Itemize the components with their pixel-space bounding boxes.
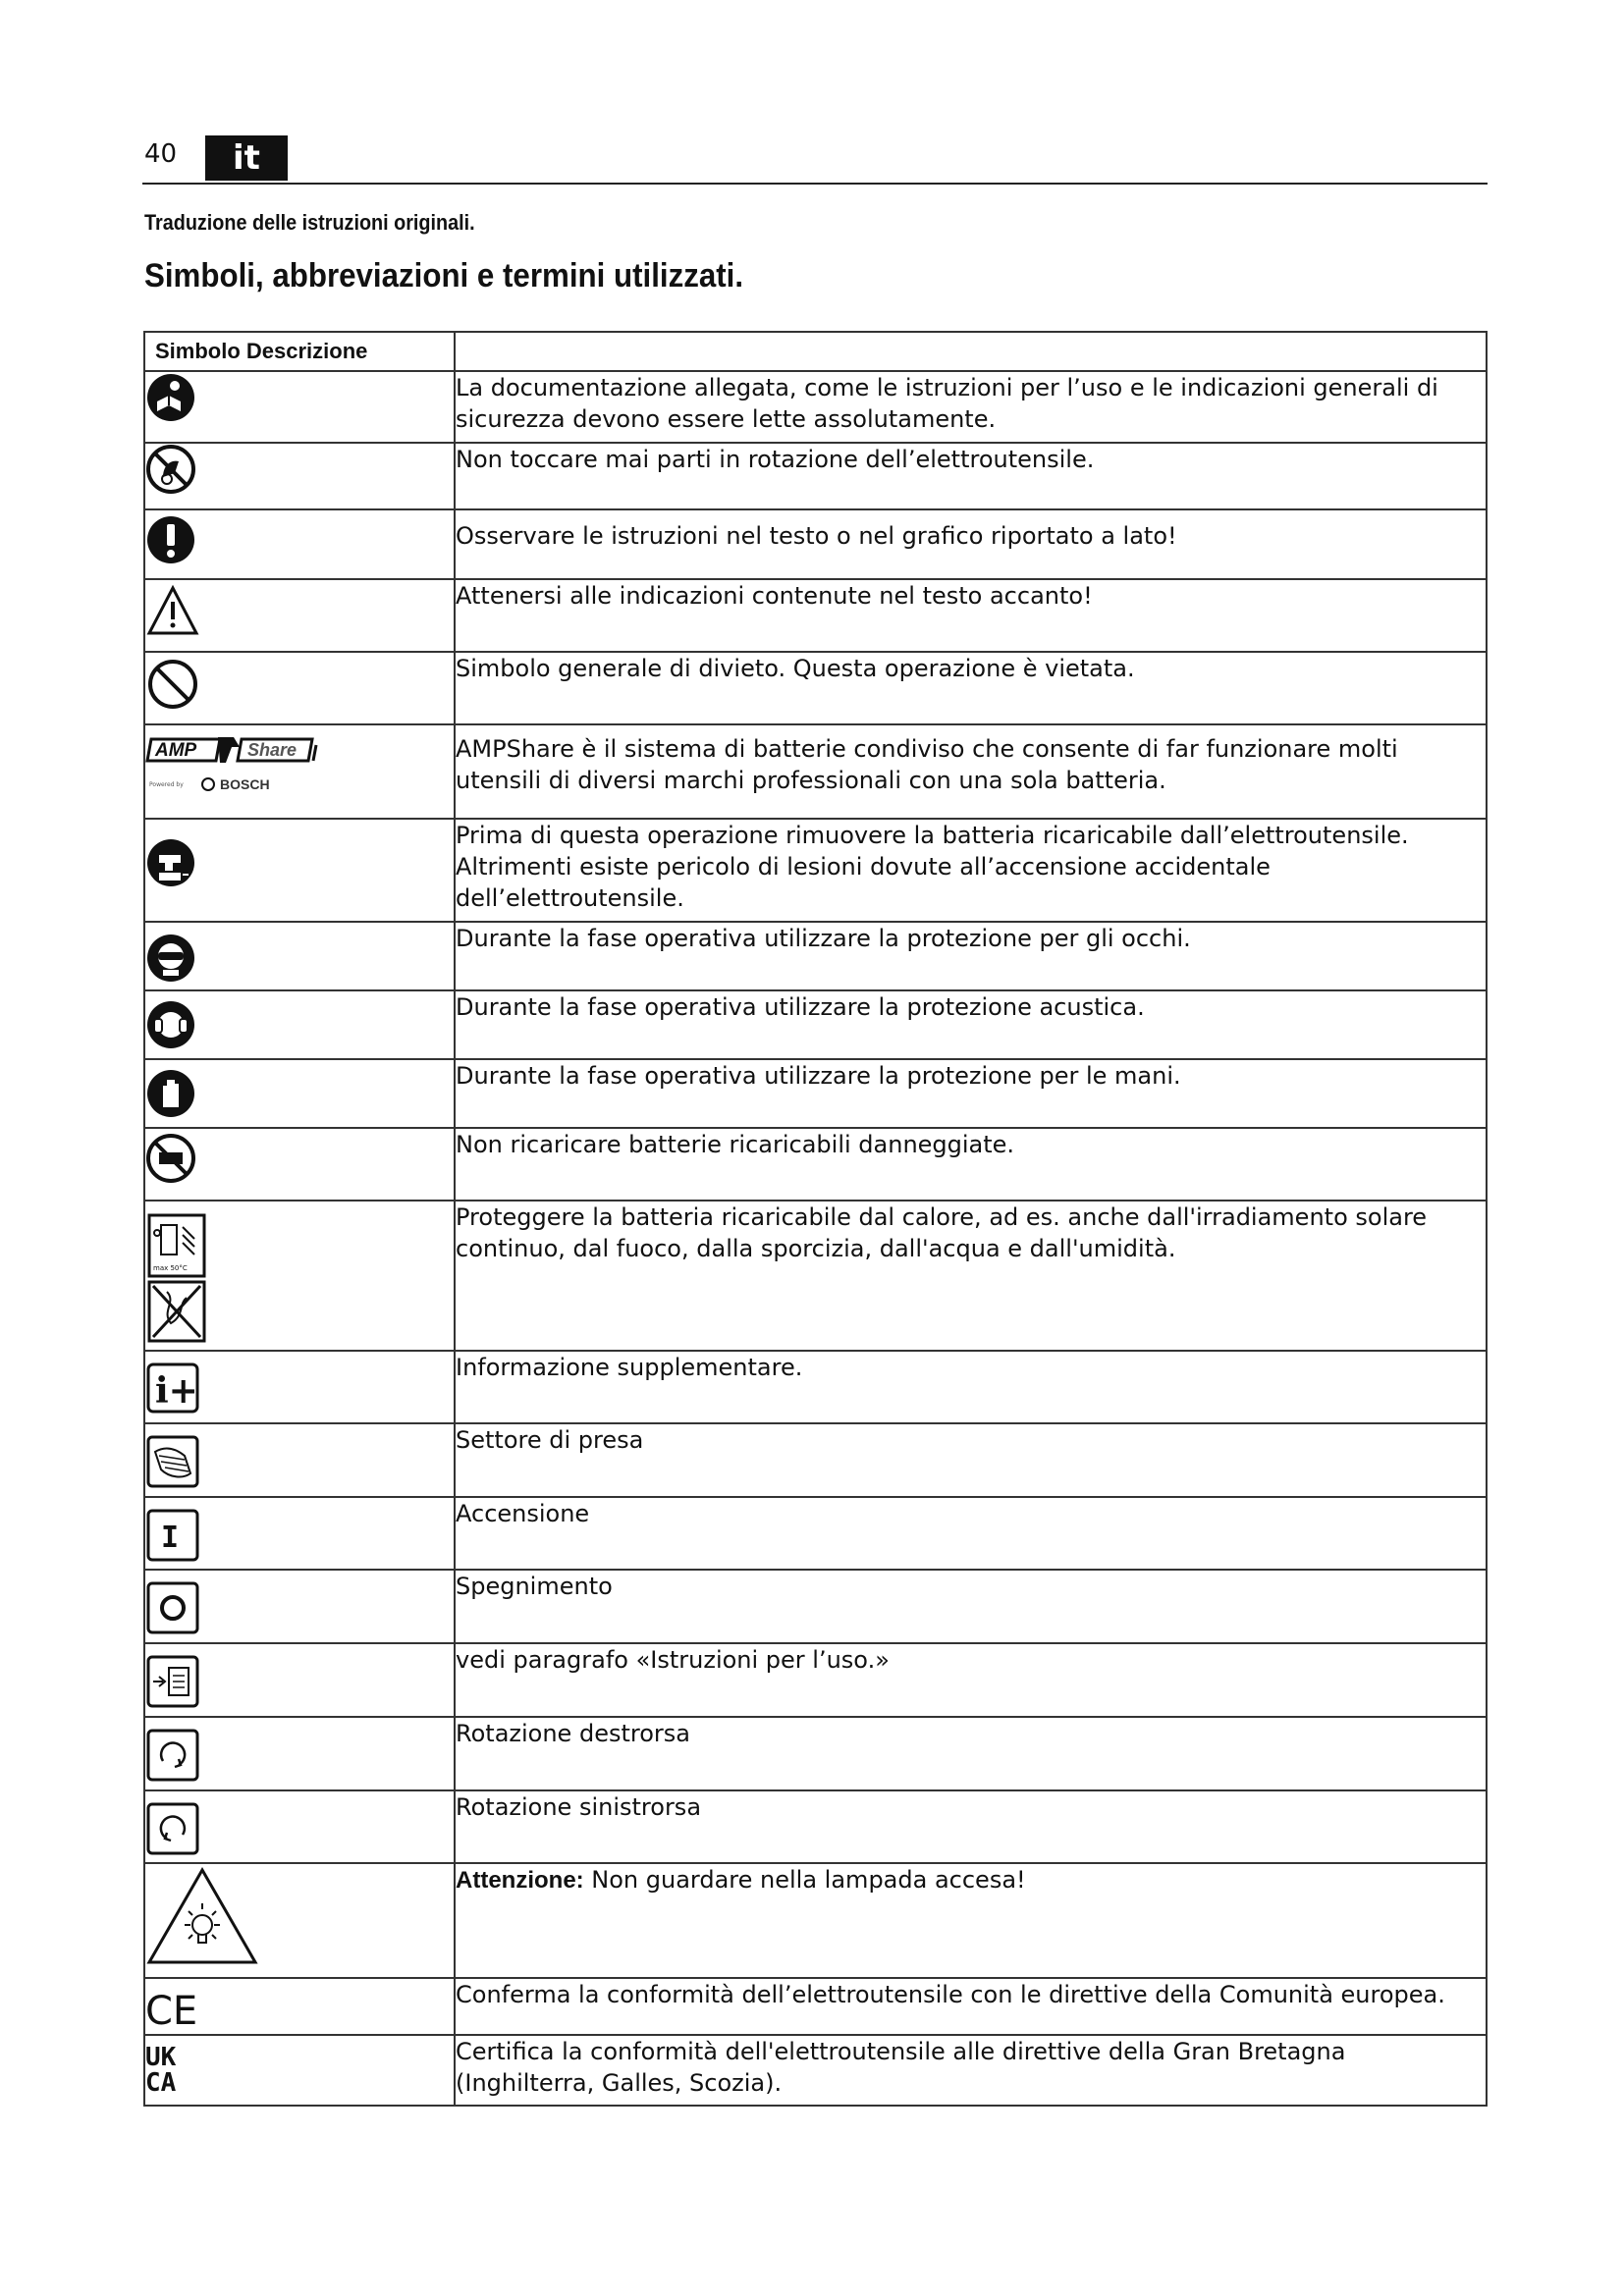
ukca-mark-icon: [145, 2040, 454, 2097]
table-cell-description: AMPShare è il sistema di batterie condiviso che consente di far funzionare molti utensili di diversi marchi professionali con una sola batteria.: [455, 724, 1487, 819]
no-charge-damaged-battery-icon: [145, 1129, 454, 1184]
remove-battery-icon: [145, 837, 454, 888]
table-row: [144, 819, 1487, 922]
attention-text: Non guardare nella lampada accesa!: [583, 1866, 1026, 1894]
protect-battery-heat-icon: [145, 1213, 454, 1343]
page-header: [142, 135, 1488, 185]
table-cell-description: Certifica la conformità dell'elettroutensile alle direttive della Gran Bretagna (Inghilterra, Galles, Scozia).: [455, 2035, 1487, 2106]
mandatory-exclamation-icon: [145, 510, 454, 565]
table-cell-description: Conferma la conformità dell’elettroutensile con le direttive della Comunità europea.: [455, 1978, 1487, 2035]
ce-mark-icon: [145, 1987, 454, 2030]
ampshare-powered-by: Powered by: [149, 781, 184, 788]
language-tab: it: [205, 135, 288, 181]
table-row: [144, 2035, 1487, 2106]
table-row: [144, 1059, 1487, 1128]
table-row: [144, 724, 1487, 819]
table-cell-description: Simbolo generale di divieto. Questa operazione è vietata.: [455, 652, 1487, 724]
see-manual-icon: [145, 1654, 454, 1709]
ear-protection-icon: [145, 999, 454, 1050]
document-subtitle: Traduzione delle istruzioni originali.: [144, 210, 475, 235]
uk-text: UK: [145, 2043, 177, 2072]
table-row: [144, 509, 1487, 579]
table-row: [144, 1978, 1487, 2035]
table-row: [144, 1643, 1487, 1717]
table-row: [144, 1423, 1487, 1497]
table-row: [144, 371, 1487, 443]
ampshare-amp-text: AMP: [155, 740, 197, 761]
page-number: 40: [144, 139, 178, 169]
hand-protection-icon: [145, 1068, 454, 1119]
table-cell-description: Rotazione destrorsa: [455, 1717, 1487, 1790]
column-header: Simbolo Descrizione: [144, 332, 455, 371]
table-row: [144, 652, 1487, 724]
symbols-table: [143, 331, 1488, 2107]
additional-info-icon: [145, 1362, 454, 1415]
table-cell-description: Durante la fase operativa utilizzare la protezione acustica.: [455, 990, 1487, 1059]
heat-limit-label: max 50°C: [153, 1264, 188, 1272]
table-cell-description: Spegnimento: [455, 1570, 1487, 1643]
ca-text: CA: [145, 2068, 177, 2097]
table-row: [144, 1201, 1487, 1351]
eye-protection-icon: [145, 933, 454, 984]
table-row: [144, 990, 1487, 1059]
table-cell-description: Proteggere la batteria ricaricabile dal calore, ad es. anche dall'irradiamento solare continuo, dal fuoco, dalla sporcizia, dall'acqua e dall'umidità.: [455, 1201, 1487, 1351]
table-cell-description: Durante la fase operativa utilizzare la protezione per le mani.: [455, 1059, 1487, 1128]
warning-triangle-icon: [145, 580, 454, 637]
ampshare-logo-icon: [145, 725, 454, 804]
table-cell-description: Durante la fase operativa utilizzare la protezione per gli occhi.: [455, 922, 1487, 990]
read-manual-icon: [145, 372, 454, 423]
ampshare-brand: BOSCH: [220, 776, 270, 792]
attention-label: Attenzione:: [456, 1867, 584, 1894]
switch-on-icon: [145, 1508, 454, 1563]
table-row: [144, 922, 1487, 990]
table-cell-description: Non ricaricare batterie ricaricabili danneggiate.: [455, 1128, 1487, 1201]
table-cell-description: [455, 1863, 1487, 1978]
table-row: [144, 579, 1487, 652]
table-row: [144, 1790, 1487, 1863]
table-row: [144, 443, 1487, 509]
table-cell-description: Settore di presa: [455, 1423, 1487, 1497]
table-row: [144, 1128, 1487, 1201]
grip-area-icon: [145, 1434, 454, 1489]
table-cell-description: Prima di questa operazione rimuovere la batteria ricaricabile dall’elettroutensile. Altrimenti esiste pericolo di lesioni dovute all’accensione accidentale dell’elettroutensile.: [455, 819, 1487, 922]
table-cell-description: Attenersi alle indicazioni contenute nel testo accanto!: [455, 579, 1487, 652]
rotation-left-icon: [145, 1801, 454, 1856]
table-row: [144, 1570, 1487, 1643]
table-row: [144, 1351, 1487, 1423]
table-header-row: [144, 332, 1487, 371]
prohibition-icon: [145, 653, 454, 710]
column-header-empty: [455, 332, 1487, 371]
info-glyph: i+: [155, 1370, 198, 1412]
table-cell-description: vedi paragrafo «Istruzioni per l’uso.»: [455, 1643, 1487, 1717]
table-row: [144, 1717, 1487, 1790]
table-cell-description: Osservare le istruzioni nel testo o nel grafico riportato a lato!: [455, 509, 1487, 579]
table-cell-description: Rotazione sinistrorsa: [455, 1790, 1487, 1863]
rotation-right-icon: [145, 1728, 454, 1783]
ce-mark-text: CE: [145, 1989, 198, 2030]
table-cell-description: Informazione supplementare.: [455, 1351, 1487, 1423]
no-touch-rotating-parts-icon: [145, 444, 454, 495]
ampshare-share-text: Share: [247, 740, 298, 760]
table-row: [144, 1863, 1487, 1978]
table-cell-description: Non toccare mai parti in rotazione dell’elettroutensile.: [455, 443, 1487, 509]
table-cell-description: La documentazione allegata, come le istruzioni per l’uso e le indicazioni generali di sicurezza devono essere lette assolutamente.: [455, 371, 1487, 443]
lamp-warning-icon: [145, 1864, 454, 1966]
table-row: [144, 1497, 1487, 1570]
page-title: Simboli, abbreviazioni e termini utilizzati.: [144, 257, 744, 294]
table-cell-description: Accensione: [455, 1497, 1487, 1570]
switch-on-glyph: I: [161, 1521, 180, 1555]
switch-off-icon: [145, 1580, 454, 1635]
